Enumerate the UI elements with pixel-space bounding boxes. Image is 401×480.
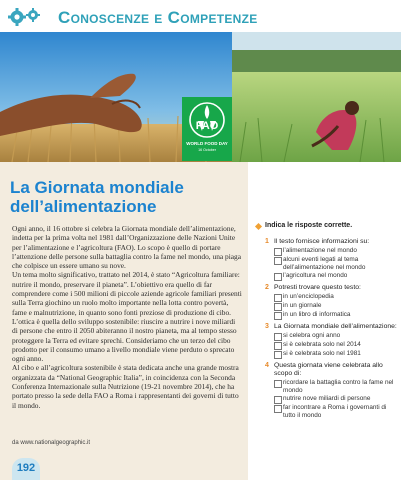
article-paragraph: L’ottica è quella dello sviluppo sostenibile: riuscire a nutrire i nove miliardi di persone che entro il 2050 abiteranno il nostro pianeta, ma al tempo stesso proteggere la Terra ed evitare sprechi. Consideriamo che un terzo del cibo prodotto per il consumo umano a livello mondiale viene perduto o sprecato ogni anno. xyxy=(12,316,237,364)
answer-option[interactable]: nutrire nove miliardi di persone xyxy=(274,395,398,403)
checkbox[interactable] xyxy=(274,342,282,350)
question-text: Questa giornata viene celebrata allo scopo di: xyxy=(274,362,383,378)
answer-option[interactable]: far incontrare a Roma i governanti di tutto il mondo xyxy=(274,404,398,419)
answer-option[interactable]: alcuni eventi legati al tema dell’alimentazione nel mondo xyxy=(274,256,398,271)
checkbox[interactable] xyxy=(274,257,282,265)
section-title: Conoscenze e Competenze xyxy=(58,8,258,27)
answer-option[interactable]: ricordare la battaglia contro la fame nel mondo xyxy=(274,379,398,394)
world-food-day-logo xyxy=(182,97,232,161)
question-3 xyxy=(256,323,398,358)
quiz-heading: Indica le risposte corrette. xyxy=(256,222,398,234)
question-number: 1 xyxy=(265,238,269,245)
checkbox[interactable] xyxy=(274,248,282,256)
checkbox[interactable] xyxy=(274,294,282,302)
svg-text:FAO: FAO xyxy=(195,120,219,132)
question-2 xyxy=(256,284,398,319)
page-number-tab xyxy=(12,458,40,480)
question-text: Il testo fornisce informazioni su: xyxy=(274,238,370,245)
answer-option[interactable]: si celebra ogni anno xyxy=(274,332,398,340)
answer-option[interactable]: in un libro di informatica xyxy=(274,311,398,319)
article-paragraph: Al cibo e all’agricoltura sostenibile è stata dedicata anche una grande mostra organizzata da “National Geographic Italia”, in coincidenza con la Seconda Conferenza Internazionale sulla Nutrizione (19-21 novembre 2014), che ha portato presso la sede della FAO a Roma i rappresentanti dei governi di tutto il mondo. xyxy=(12,363,239,410)
checkbox[interactable] xyxy=(274,333,282,341)
diamond-bullet-icon xyxy=(255,223,262,230)
answer-option[interactable]: l’agricoltura nel mondo xyxy=(274,272,398,280)
quiz-panel xyxy=(256,222,398,420)
checkbox[interactable] xyxy=(274,405,282,413)
article-paragraph: Ogni anno, il 16 ottobre si celebra la Giornata mondiale dell’alimentazione, indetta per la prima volta nel 1981 dall’Organizzazione delle Nazioni Unite per l’alimentazione e l’agricoltura (FAO). Lo scopo è quello di portare l’attenzione delle persone sulla battaglia contro la fame nel mondo, una piaga che colpisce un essere umano su nove. xyxy=(12,224,242,271)
answer-option[interactable]: l’alimentazione nel mondo xyxy=(274,247,398,255)
gears-icon xyxy=(6,6,50,28)
article-paragraph: Un tema molto significativo, trattato nel 2014, è stato “Agricoltura familiare: nutrire il mondo, preservare il pianeta”. L’obiettivo era quello di far comprendere come i 500 milioni di piccole aziende agricole familiari presenti sulla Terra giochino un ruolo molto importante nella lotta contro povertà, fame e malnutrizione, in quanto sono fonti preziose di produzione di cibo. xyxy=(12,270,242,317)
page-header xyxy=(0,0,401,32)
answer-option[interactable]: si è celebrata solo nel 2014 xyxy=(274,341,398,349)
question-text: La Giornata mondiale dell’alimentazione: xyxy=(274,323,397,331)
article-title: La Giornata mondiale dell’alimentazione xyxy=(10,178,184,216)
article-body xyxy=(12,224,242,410)
checkbox[interactable] xyxy=(274,380,282,388)
question-number: 3 xyxy=(265,323,269,331)
fao-emblem-icon xyxy=(182,97,232,141)
checkbox[interactable] xyxy=(274,273,282,281)
question-text: Potresti trovare questo testo: xyxy=(274,284,361,292)
checkbox[interactable] xyxy=(274,312,282,320)
checkbox[interactable] xyxy=(274,351,282,359)
checkbox[interactable] xyxy=(274,303,282,311)
question-number: 4 xyxy=(265,362,269,370)
logo-caption: WORLD FOOD DAY xyxy=(186,141,228,146)
answer-option[interactable]: si è celebrata solo nel 1981 xyxy=(274,350,398,358)
answer-option[interactable]: in un giornale xyxy=(274,302,398,310)
question-1 xyxy=(256,238,398,280)
checkbox[interactable] xyxy=(274,396,282,404)
question-number: 2 xyxy=(265,284,269,292)
logo-subcaption: 16 October xyxy=(198,148,216,152)
question-4 xyxy=(256,362,398,419)
source-credit: da www.nationalgeographic.it xyxy=(12,440,91,446)
answer-option[interactable]: in un’enciclopedia xyxy=(274,293,398,301)
page-number: 192 xyxy=(16,462,36,474)
